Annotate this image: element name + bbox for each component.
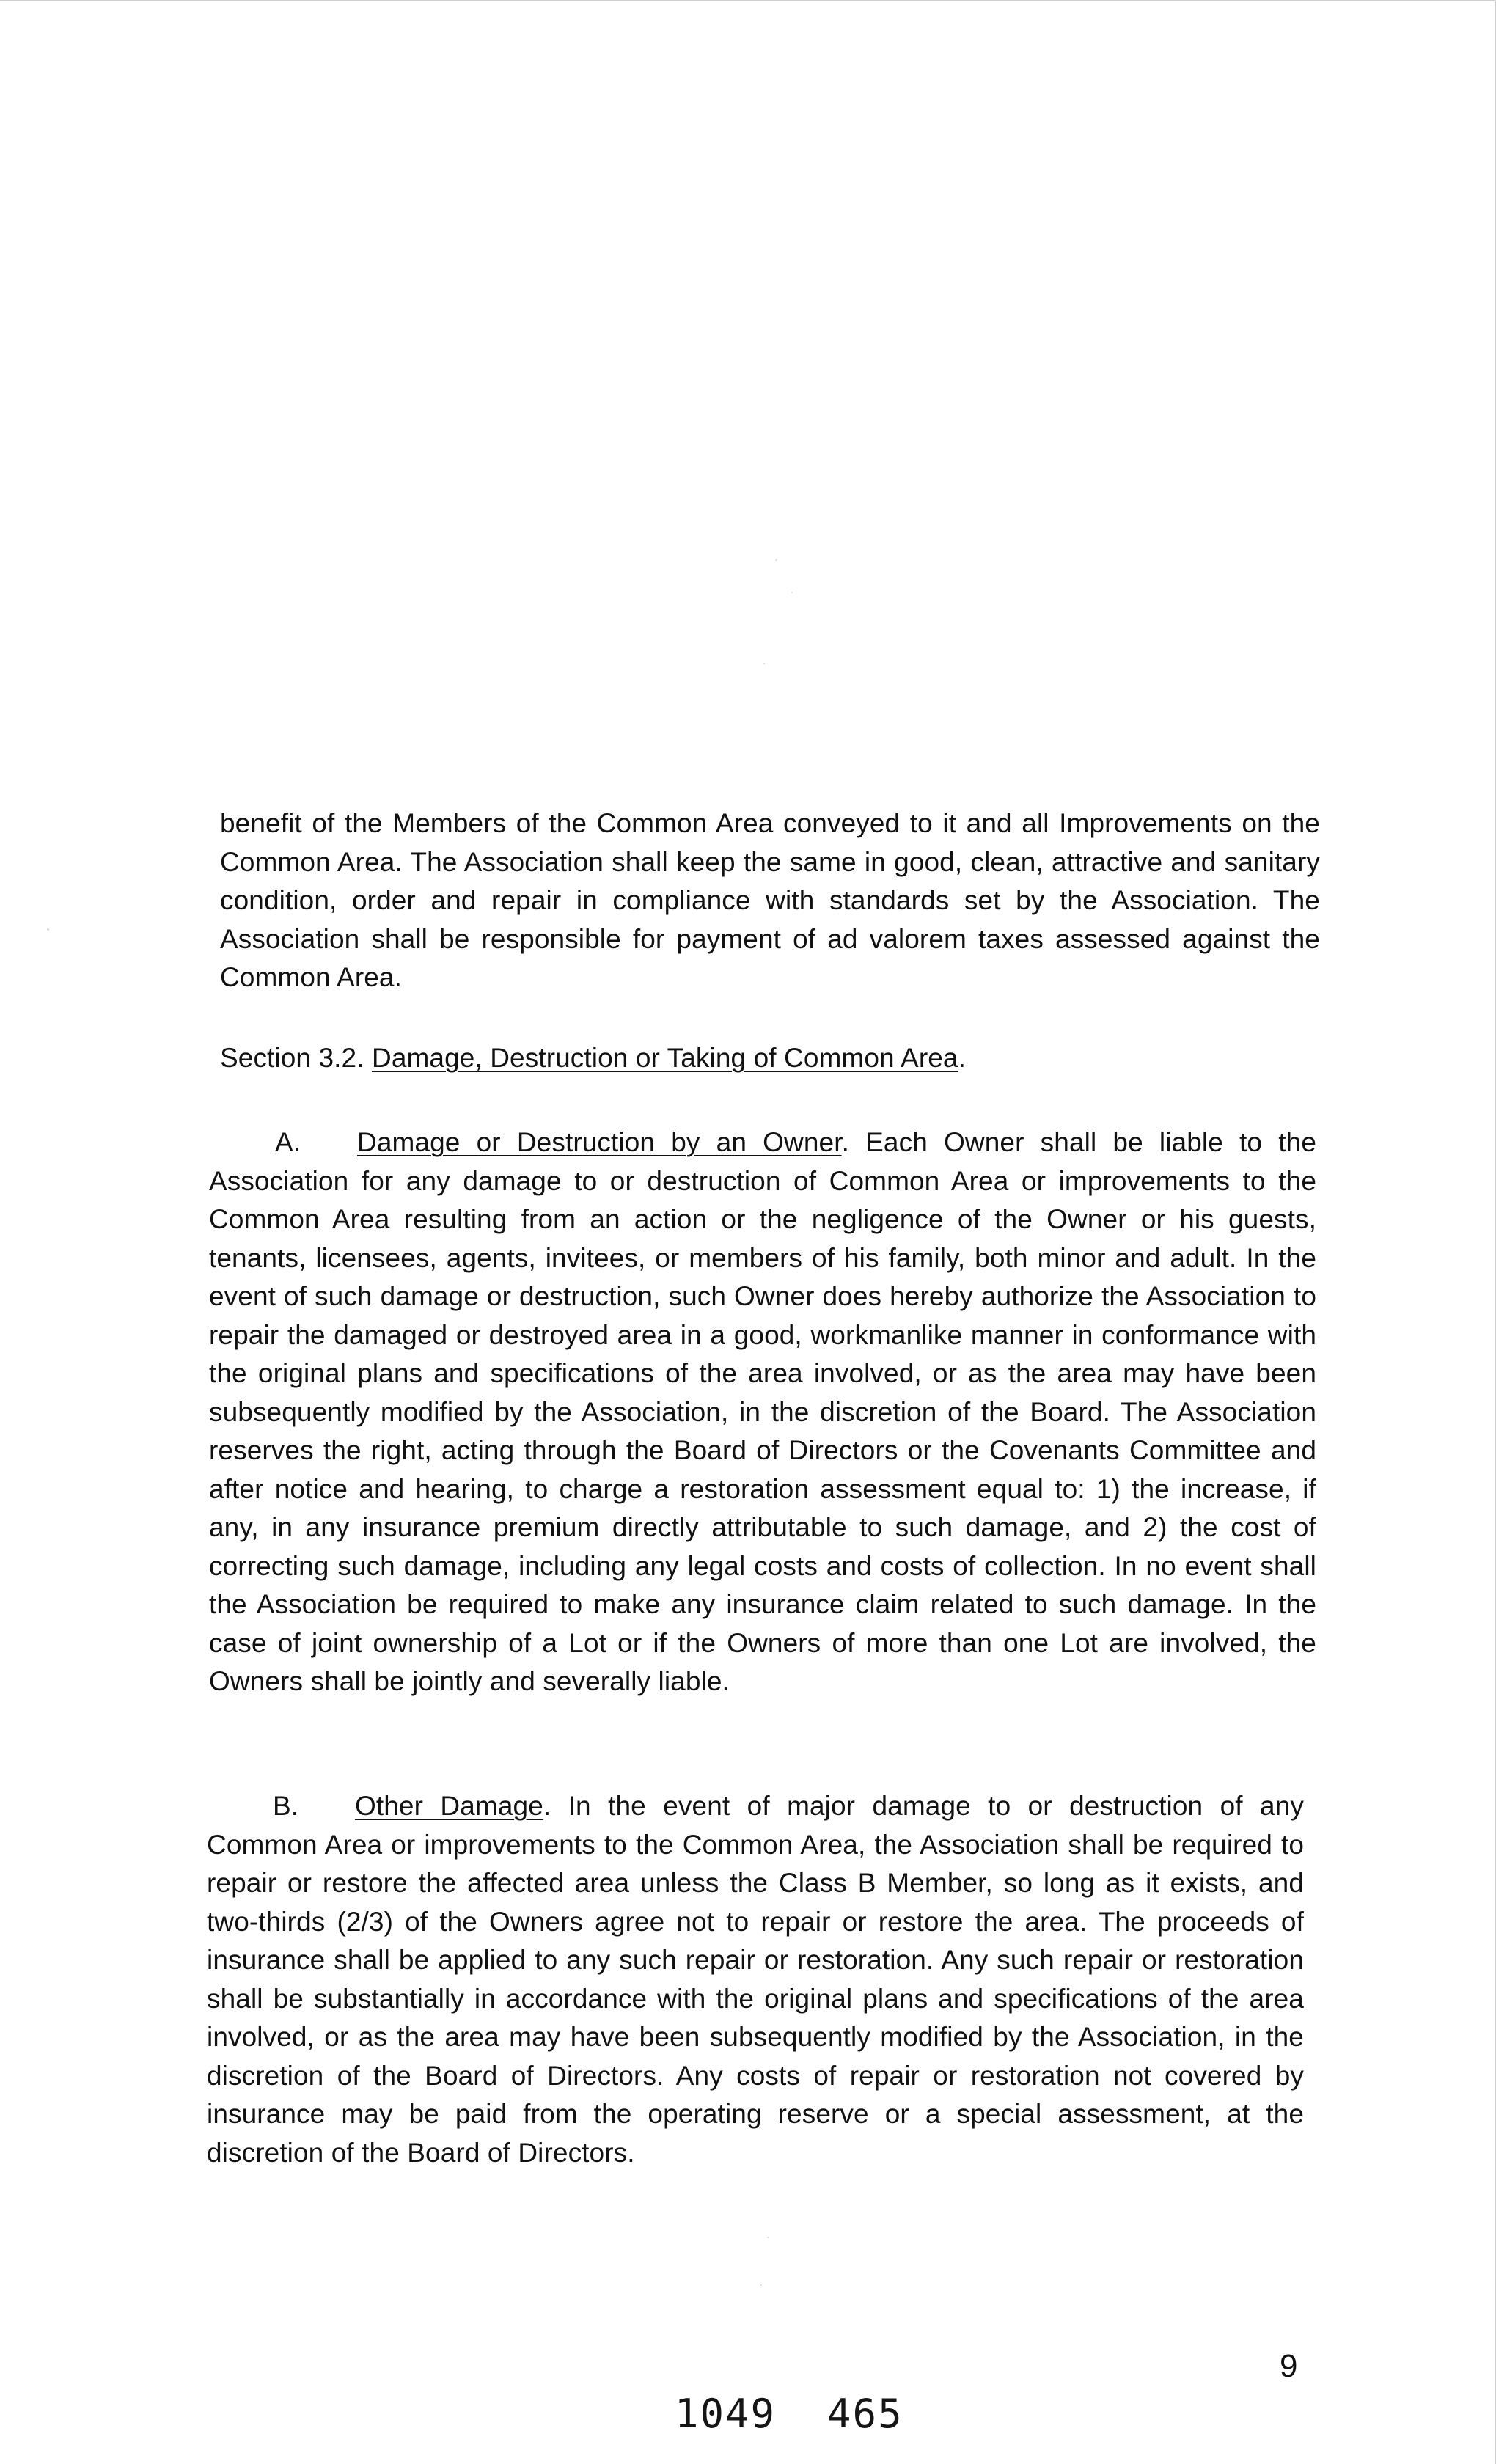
scan-speck	[775, 559, 777, 561]
book-page-reference	[675, 2391, 903, 2437]
subsection-b-title: Other Damage	[355, 1791, 543, 1821]
subsection-a-text: Each Owner shall be liable to the Association for any damage to or destruction of Common Area or improvements to the Common Area resulting from an action or the negligence of the Owner or his guests, tenants, licensees, agents, invitees, or members of his family, both minor and adult. In the event of such damage or destruction, such Owner does hereby authorize the Association to repair the damaged or destroyed area in a good, workmanlike manner in conformance with the original plans and specifications of the area involved, or as the area may have been subsequently modified by the Association, in the discretion of the Board. The Association reserves the right, acting through the Board of Directors or the Covenants Committee and after notice and hearing, to charge a restoration assessment equal to: 1) the increase, if any, in any insurance premium directly attributable to such damage, and 2) the cost of correcting such damage, including any legal costs and costs of collection. In no event shall the Association be required to make any insurance claim related to such damage. In the case of joint ownership of a Lot or if the Owners of more than one Lot are involved, the Owners shall be jointly and severally liable.	[209, 1127, 1316, 1696]
section-heading	[220, 1039, 1320, 1078]
scan-speck	[760, 2284, 762, 2286]
scan-speck	[763, 663, 765, 664]
subsection-a-marker: A.	[275, 1127, 301, 1157]
section-title: Damage, Destruction or Taking of Common Area	[372, 1043, 958, 1073]
subsection-b-marker: B.	[273, 1791, 299, 1821]
section-title-end: .	[958, 1043, 966, 1073]
section-label: Section 3.2.	[220, 1043, 364, 1073]
scan-speck	[791, 592, 793, 593]
page-number: 9	[1280, 2348, 1298, 2384]
subsection-a-title-end: .	[841, 1127, 849, 1157]
page-reference: 465	[827, 2391, 903, 2437]
subsection-a-title: Damage or Destruction by an Owner	[357, 1127, 842, 1157]
book-number: 1049	[675, 2391, 777, 2437]
subsection-b-text: In the event of major damage to or destruction of any Common Area or improvements to the Common Area, the Association shall be required to repair or restore the affected area unless the Class B Member, so long as it exists, and two-thirds (2/3) of the Owners agree not to repair or restore the area. The proceeds of insurance shall be applied to any such repair or restoration. Any such repair or restoration shall be substantially in accordance with the original plans and specifications of the area involved, or as the area may have been subsequently modified by the Association, in the discretion of the Board of Directors. Any costs of repair or restoration not covered by insurance may be paid from the operating reserve or a special assessment, at the discretion of the Board of Directors.	[207, 1791, 1304, 2168]
intro-paragraph-text: benefit of the Members of the Common Area conveyed to it and all Improvements on the Common Area. The Association shall keep the same in good, clean, attractive and sanitary condition, order and repair in compliance with standards set by the Association. The Association shall be responsible for payment of ad valorem taxes assessed against the Common Area.	[220, 808, 1320, 992]
scan-speck	[47, 928, 49, 931]
subsection-a	[209, 1123, 1316, 1701]
subsection-b-title-end: .	[543, 1791, 551, 1821]
subsection-b	[207, 1787, 1304, 2172]
intro-paragraph	[220, 804, 1320, 997]
scan-speck	[767, 2237, 769, 2238]
